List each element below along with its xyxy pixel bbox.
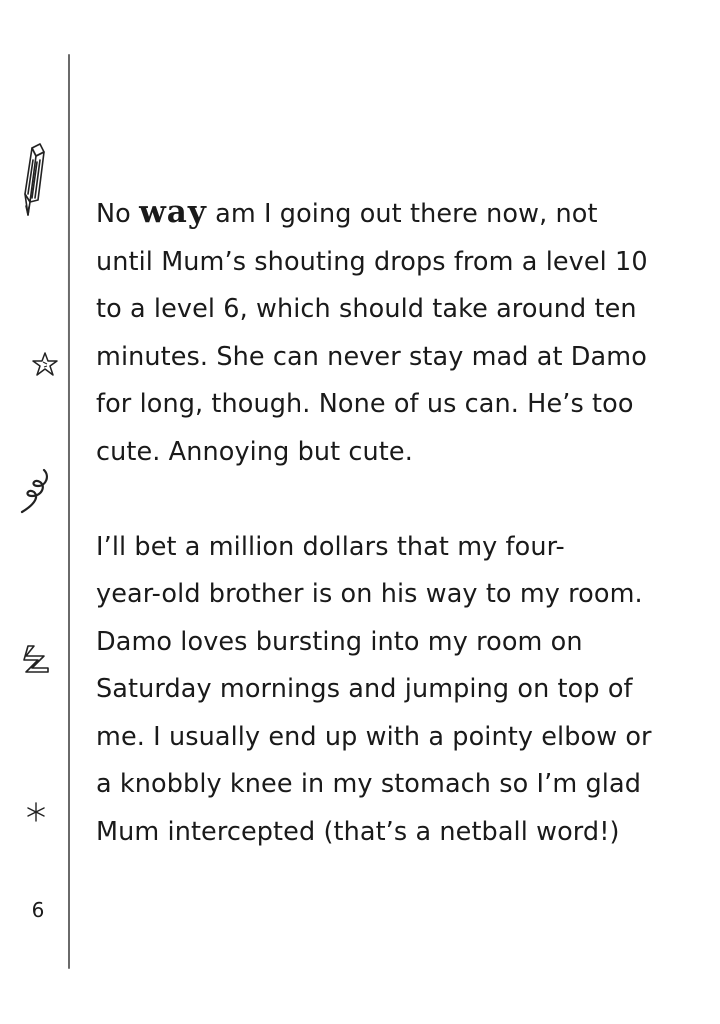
- text-line: Mum intercepted (that’s a netball word!): [96, 816, 620, 847]
- text-line: [96, 189, 656, 239]
- text-line: minutes. She can never stay mad at Damo: [96, 341, 647, 372]
- text-fragment: No: [96, 199, 140, 229]
- zigzag-icon: [20, 642, 54, 676]
- text-line: me. I usually end up with a pointy elbow or: [96, 721, 652, 752]
- page-number: 6: [31, 898, 45, 922]
- asterisk-icon: [24, 800, 48, 824]
- text-line: cute. Annoying but cute.: [96, 436, 413, 467]
- squiggle-icon: [14, 462, 54, 518]
- text-line: a knobbly knee in my stomach so I’m glad: [96, 769, 642, 799]
- text-line: until Mum’s shouting drops from a level 10: [96, 246, 648, 277]
- text-fragment: am I going out there now, not: [206, 199, 598, 229]
- paragraph-1: [96, 189, 656, 476]
- paragraph-2: [96, 524, 656, 857]
- body-text: [96, 189, 656, 856]
- text-line: for long, though. None of us can. He’s too: [96, 389, 634, 419]
- emphasized-word: way: [139, 194, 207, 230]
- text-line: to a level 6, which should take around ten: [96, 294, 637, 324]
- star-icon: [30, 350, 60, 378]
- text-line: Saturday mornings and jumping on top of: [96, 674, 633, 704]
- margin-line: [62, 0, 76, 1024]
- text-line: year-old brother is on his way to my room.: [96, 579, 643, 609]
- text-line: Damo loves bursting into my room on: [96, 626, 583, 657]
- text-line: I’ll bet a million dollars that my four-: [96, 531, 565, 562]
- pencil-icon: [20, 140, 52, 220]
